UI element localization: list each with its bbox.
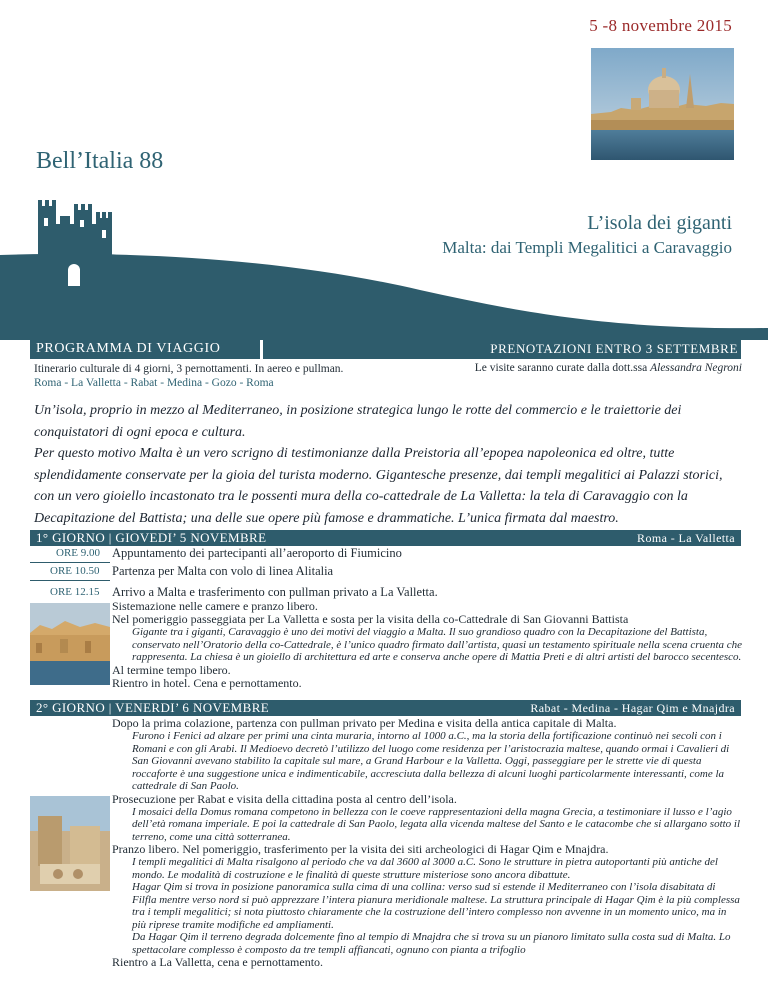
day2-place: Rabat - Medina - Hagar Qim e Mnajdra xyxy=(530,701,735,715)
day2-line-4: Rientro a La Valletta, cena e pernottamento. xyxy=(112,955,324,969)
intro-paragraph-1: Un’isola, proprio in mezzo al Mediterraneo, in posizione strategica lungo le rotte del commercio e le traiettorie dei conquistatori di ogni epoca e cultura. xyxy=(34,403,682,440)
divider xyxy=(30,580,110,581)
itinerary-summary: Itinerario culturale di 4 giorni, 3 pernottamenti. In aereo e pullman. xyxy=(34,363,344,375)
day1-line-2: Nel pomeriggio passeggiata per La Valletta e sosta per la visita della co-Cattedrale di San Giovanni Battista xyxy=(112,612,629,626)
day1-time-3: ORE 12.15 xyxy=(50,586,100,598)
event-dates: 5 -8 novembre 2015 xyxy=(589,16,732,35)
castle-logo-icon xyxy=(30,180,120,290)
divider xyxy=(30,562,110,563)
valletta-photo xyxy=(591,48,734,160)
day1-activity-3: Arrivo a Malta e trasferimento con pullman privato a La Valletta. xyxy=(112,585,438,599)
day1-place: Roma - La Valletta xyxy=(637,531,735,545)
itinerary-route: Roma - La Valletta - Rabat - Medina - Gozo - Roma xyxy=(34,377,274,389)
day2-description-5: Da Hagar Qim il terreno degrada dolcemente fino al tempio di Mnajdra che si trova su un pianoro limitato sulla costa sud di Malta. Lo spettacolare complesso è composto da tre templi affiancati, ognuno con pianta a trifoglio xyxy=(132,931,731,956)
day2-line-1: Dopo la prima colazione, partenza con pullman privato per Medina e visita della antica capitale di Malta. xyxy=(112,716,617,730)
program-title: PROGRAMMA DI VIAGGIO xyxy=(36,341,221,356)
day1-header xyxy=(30,530,741,546)
guide-info xyxy=(475,362,742,374)
day1-time-2: ORE 10.50 xyxy=(50,565,100,577)
day2-description-2: I mosaici della Domus romana competono in bellezza con le coeve rappresentazioni della magna Grecia, a testimoniare il lusso e l’agio dell’età romana imperiale. E poi la cattedrale di San Paolo, legata alla vicenda maltese del Santo e le catacombe che si allargano sotto il terreno, come una città sotterranea. xyxy=(132,805,741,843)
day2-title: 2° GIORNO | VENERDI’ 6 NOVEMBRE xyxy=(36,700,270,715)
temple-ruins-photo xyxy=(30,796,110,891)
day1-time-1: ORE 9.00 xyxy=(56,547,100,559)
day2-line-2: Prosecuzione per Rabat e visita della cittadina posta al centro dell’isola. xyxy=(112,791,457,806)
intro-text xyxy=(34,400,739,529)
day1-line-3: Al termine tempo libero. xyxy=(112,662,231,677)
day2-description-3: I templi megalitici di Malta risalgono al periodo che va dal 3600 al 3000 a.C. Sono le strutture in pietra autoportanti più antiche del mondo. Le modalità di costruzione e le finalità di queste strutture misteriose sono ancora dibattute. xyxy=(132,856,718,881)
day2-header xyxy=(30,700,741,716)
day2-description-4: Hagar Qim si trova in posizione panoramica sulla cima di una collina: verso sud si estende il Mediterraneo con l’isola disabitata di Filfla mentre verso nord si può apprezzare l’intera pianura meridionale maltese. La struttura principale di Hagar Qim è la più complessa tra i templi megalitici; si nota piuttosto chiaramente che la costruzione dell’intero complesso non avvenne in un momento unico, ma in più riprese tramite modifiche ed ampliamenti. xyxy=(132,881,740,931)
guide-name: Alessandra Negroni xyxy=(650,362,742,374)
booking-deadline: PRENOTAZIONI ENTRO 3 SETTEMBRE xyxy=(490,341,738,356)
intro-paragraph-2: Per questo motivo Malta è un vero scrigno di testimonianze dalla Preistoria all’epopea napoleonica ed oltre, tutte splendidamente conservate per la gioia del turista moderno. Gigantesche presenze, dai templi megalitici ai Palazzi storici, con un vero gioiello incastonato tra le possenti mura della co-cattedrale de La Valletta: la tela di Caravaggio con la Decapitazione del Battista; una delle sue opere più famose e drammatiche. L’unica firmata dal maestro. xyxy=(34,446,723,526)
day2-line-3: Pranzo libero. Nel pomeriggio, trasferimento per la visita dei siti archeologici di Hagar Qim e Mnajdra. xyxy=(112,842,609,856)
day1-activity-1: Appuntamento dei partecipanti all’aeroporto di Fiumicino xyxy=(112,546,402,560)
day1-details xyxy=(112,585,742,690)
day1-title: 1° GIORNO | GIOVEDI’ 5 NOVEMBRE xyxy=(36,530,267,545)
day1-activity-2: Partenza per Malta con volo di linea Alitalia xyxy=(112,564,334,578)
day2-details xyxy=(112,717,742,969)
day2-description-1: Furono i Fenici ad alzare per primi una cinta muraria, intorno al 1000 a.C., ma la storia della fortificazione continuò nei secoli con i Romani e con gli Arabi. Il Medioevo decretò l’utilizzo del luogo come residenza per l’aristocrazia maltese, quando ormai i Cavalieri di San Giovanni avevano stabilito la capitale sul mare, a Grand Harbour e la Valletta. Oggi, passeggiare per le strette vie di questa roccaforte è una suggestione unica e indimenticabile, accresciuta dalla bellezza di alcuni luoghi particolarmente interessanti, come la cattedrale di San Paolo. xyxy=(132,730,730,792)
itinerary-info xyxy=(34,362,343,390)
guide-prefix: Le visite saranno curate dalla dott.ssa xyxy=(474,362,651,374)
day1-line-4: Rientro in hotel. Cena e pernottamento. xyxy=(112,675,302,690)
trip-subtitle: Malta: dai Templi Megalitici a Caravaggio xyxy=(442,238,732,257)
day1-description: Gigante tra i giganti, Caravaggio è uno dei motivi del viaggio a Malta. Il suo grandioso quadro con la Decapitazione del Battista, conservato nell’Oratorio della co-Cattedrale, è l’unico quadro firmato dall’artista, quasi un testamento spirituale nella scena cruenta che rappresenta. La chiesa è un gioiello di architettura ed arte e conserva anche opere di Mattia Preti e di altri artisti del barocco secentesco. xyxy=(132,626,743,663)
day1-line-1: Sistemazione nelle camere e pranzo libero. xyxy=(112,599,318,613)
trip-title: L’isola dei giganti xyxy=(587,212,732,234)
harbour-photo xyxy=(30,603,110,685)
brand-name: Bell’Italia 88 xyxy=(36,148,164,174)
